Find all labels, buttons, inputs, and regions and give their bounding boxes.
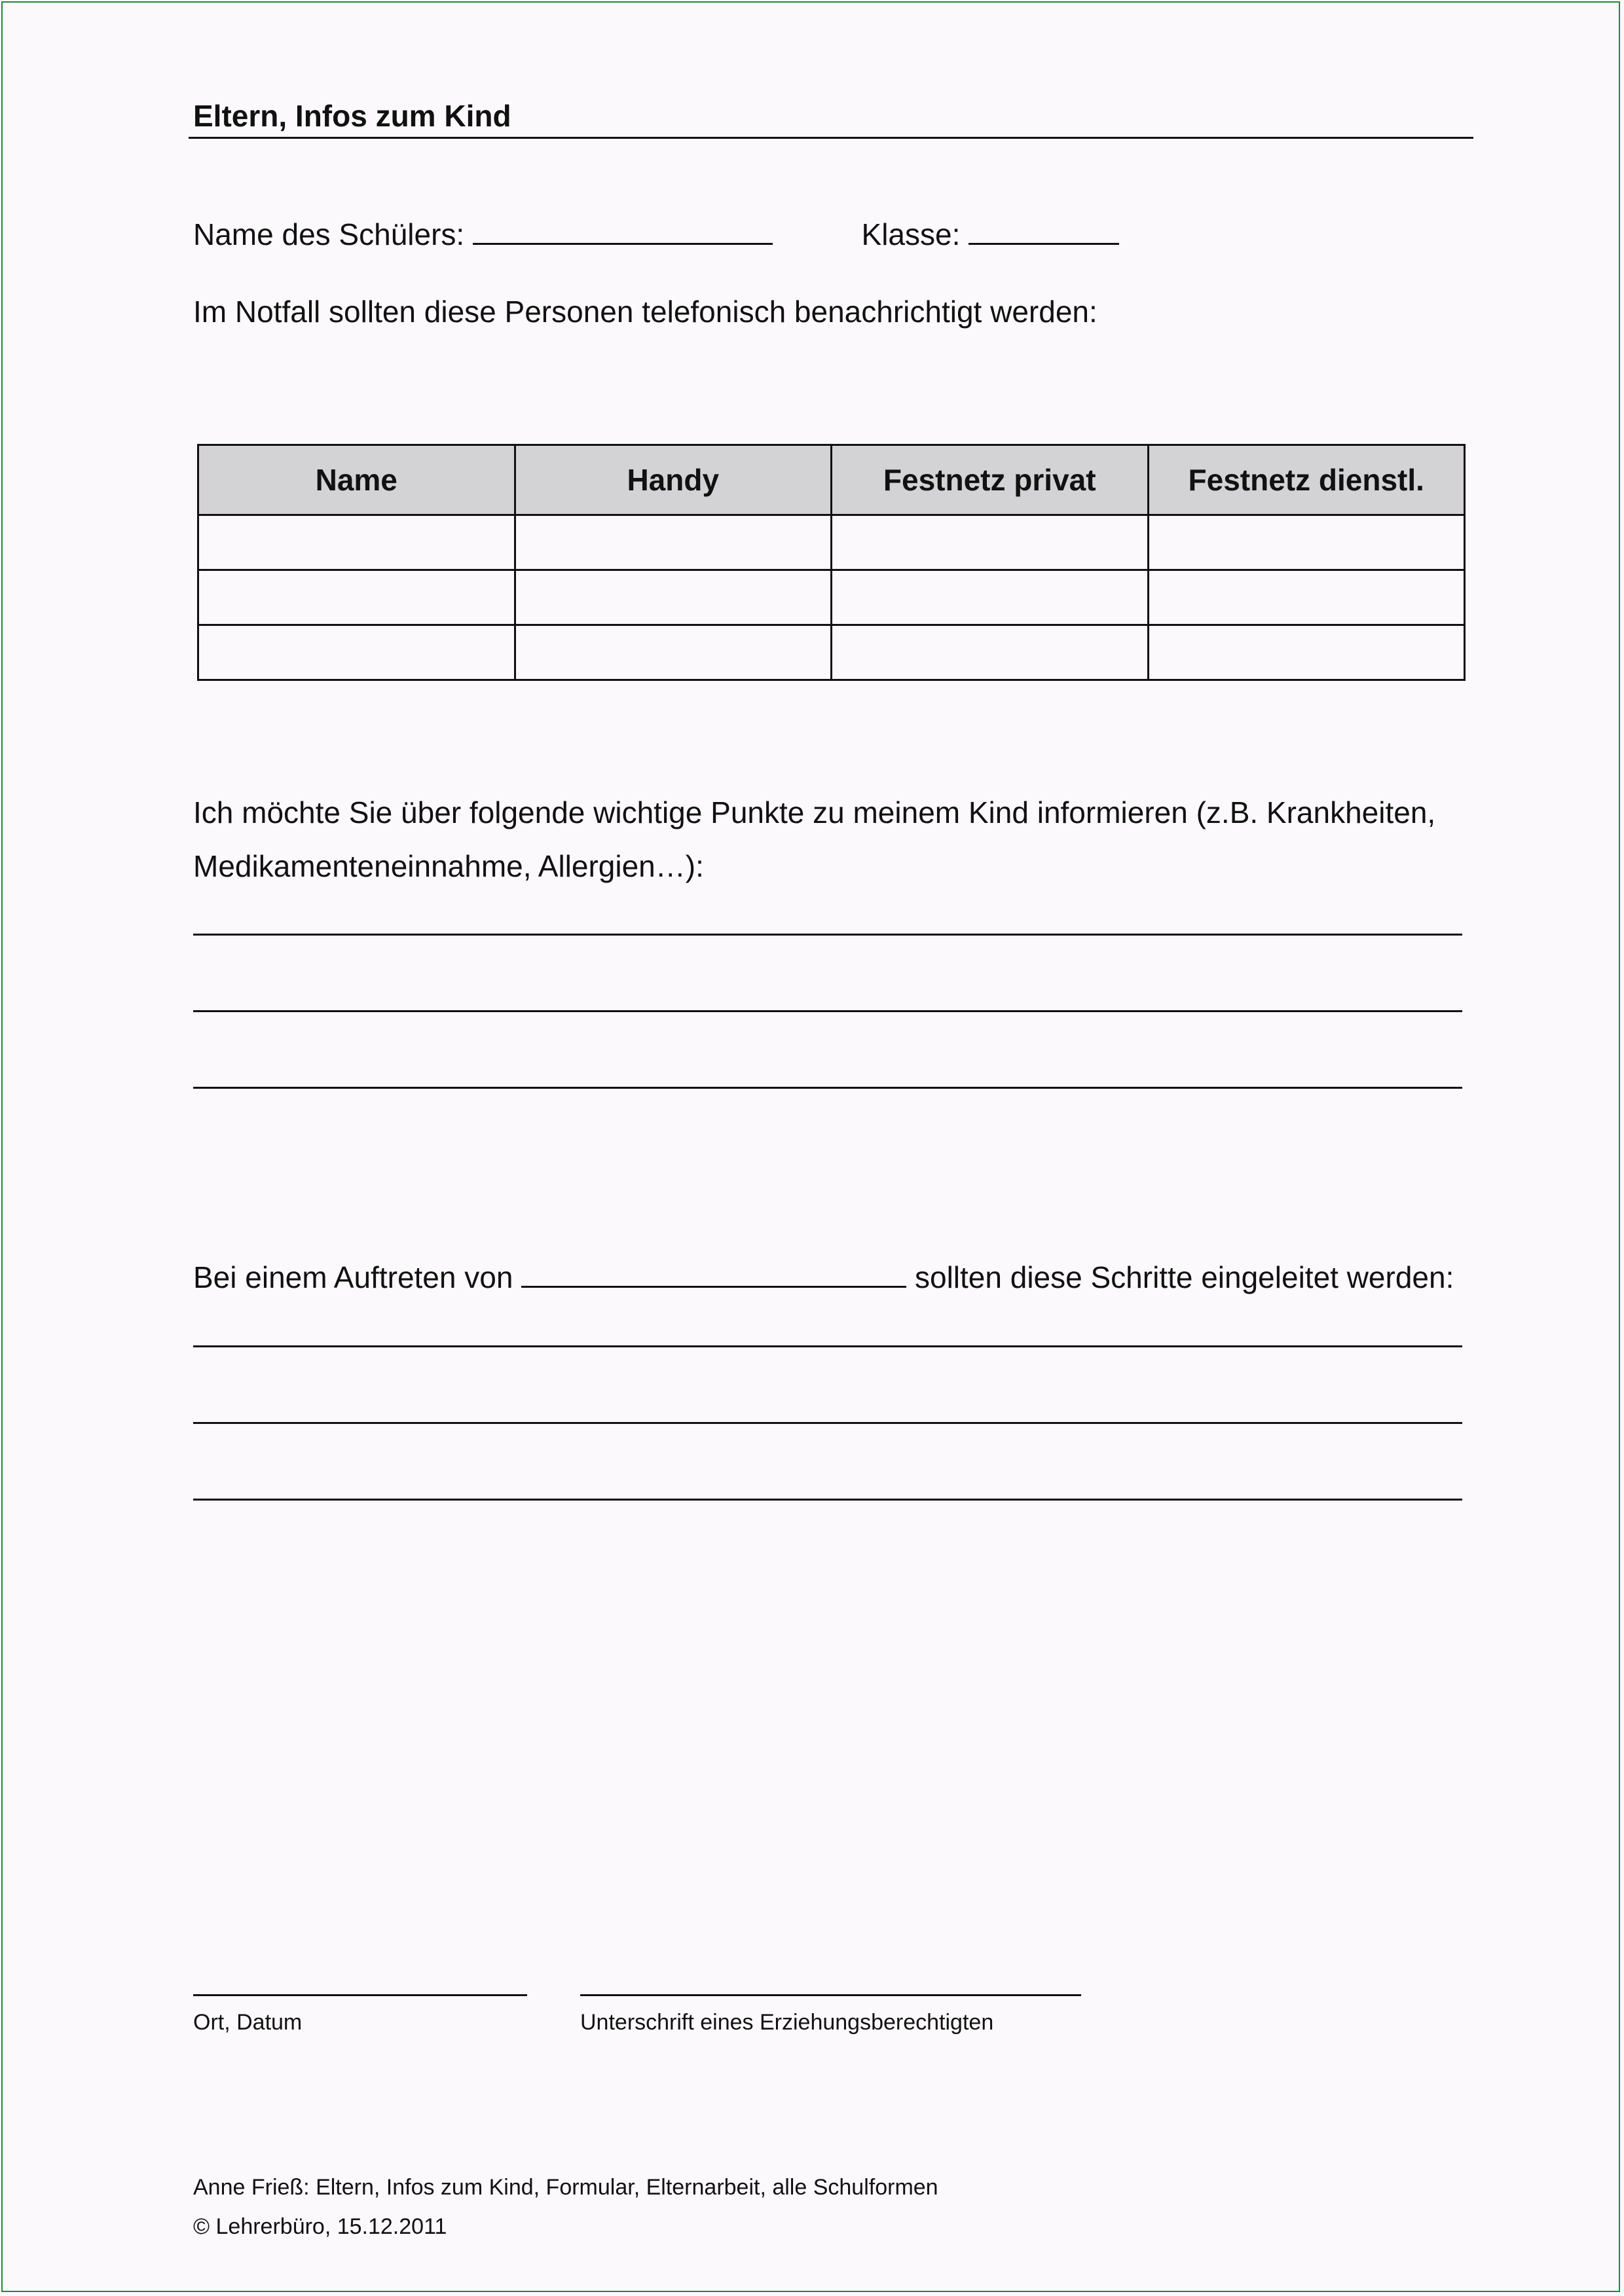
steps-write-line[interactable] — [193, 1345, 1462, 1347]
emergency-contacts-table — [197, 444, 1466, 681]
emergency-intro: Im Notfall sollten diese Personen telefonisch benachrichtigt werden: — [193, 295, 1098, 329]
table-header-row — [198, 445, 1465, 515]
cell-landline-work[interactable] — [1148, 570, 1465, 625]
page-border — [1, 1, 1620, 2292]
cell-name[interactable] — [198, 515, 515, 570]
table-row — [198, 570, 1465, 625]
guardian-signature-label: Unterschrift eines Erziehungsberechtigten — [580, 2010, 994, 2035]
class-field[interactable] — [969, 217, 1119, 245]
cell-mobile[interactable] — [515, 625, 832, 680]
header-name: Name — [198, 445, 515, 515]
steps-prefix: Bei einem Auftreten von — [193, 1260, 513, 1294]
footer-copyright: © Lehrerbüro, 15.12.2011 — [193, 2214, 447, 2239]
info-write-line[interactable] — [193, 1010, 1462, 1012]
title-underline — [189, 137, 1473, 139]
student-name-label: Name des Schülers: — [193, 217, 465, 251]
info-text-line-2: Medikamenteneinnahme, Allergien…): — [193, 849, 704, 883]
steps-write-line[interactable] — [193, 1422, 1462, 1424]
header-landline-private: Festnetz privat — [832, 445, 1149, 515]
cell-mobile[interactable] — [515, 515, 832, 570]
cell-name[interactable] — [198, 625, 515, 680]
guardian-signature-line[interactable] — [580, 1994, 1081, 1996]
info-write-line[interactable] — [193, 1087, 1462, 1089]
cell-mobile[interactable] — [515, 570, 832, 625]
steps-suffix: sollten diese Schritte eingeleitet werden: — [914, 1260, 1454, 1294]
condition-field[interactable] — [521, 1260, 906, 1288]
steps-row — [193, 1259, 1454, 1296]
info-write-line[interactable] — [193, 934, 1462, 936]
place-date-label: Ort, Datum — [193, 2010, 303, 2035]
steps-write-line[interactable] — [193, 1499, 1462, 1501]
place-date-line[interactable] — [193, 1994, 527, 1996]
class-label: Klasse: — [861, 217, 961, 251]
cell-name[interactable] — [198, 570, 515, 625]
header-mobile: Handy — [515, 445, 832, 515]
cell-landline-private[interactable] — [832, 625, 1149, 680]
student-name-field[interactable] — [473, 217, 773, 245]
student-row — [193, 216, 1119, 253]
cell-landline-work[interactable] — [1148, 625, 1465, 680]
footer-credit: Anne Frieß: Eltern, Infos zum Kind, Formular, Elternarbeit, alle Schulformen — [193, 2175, 938, 2200]
table-row — [198, 515, 1465, 570]
table-row — [198, 625, 1465, 680]
cell-landline-private[interactable] — [832, 515, 1149, 570]
header-landline-work: Festnetz dienstl. — [1148, 445, 1465, 515]
cell-landline-work[interactable] — [1148, 515, 1465, 570]
info-text-line-1: Ich möchte Sie über folgende wichtige Punkte zu meinem Kind informieren (z.B. Krankheiten, — [193, 795, 1436, 829]
cell-landline-private[interactable] — [832, 570, 1149, 625]
page-title: Eltern, Infos zum Kind — [193, 99, 511, 133]
